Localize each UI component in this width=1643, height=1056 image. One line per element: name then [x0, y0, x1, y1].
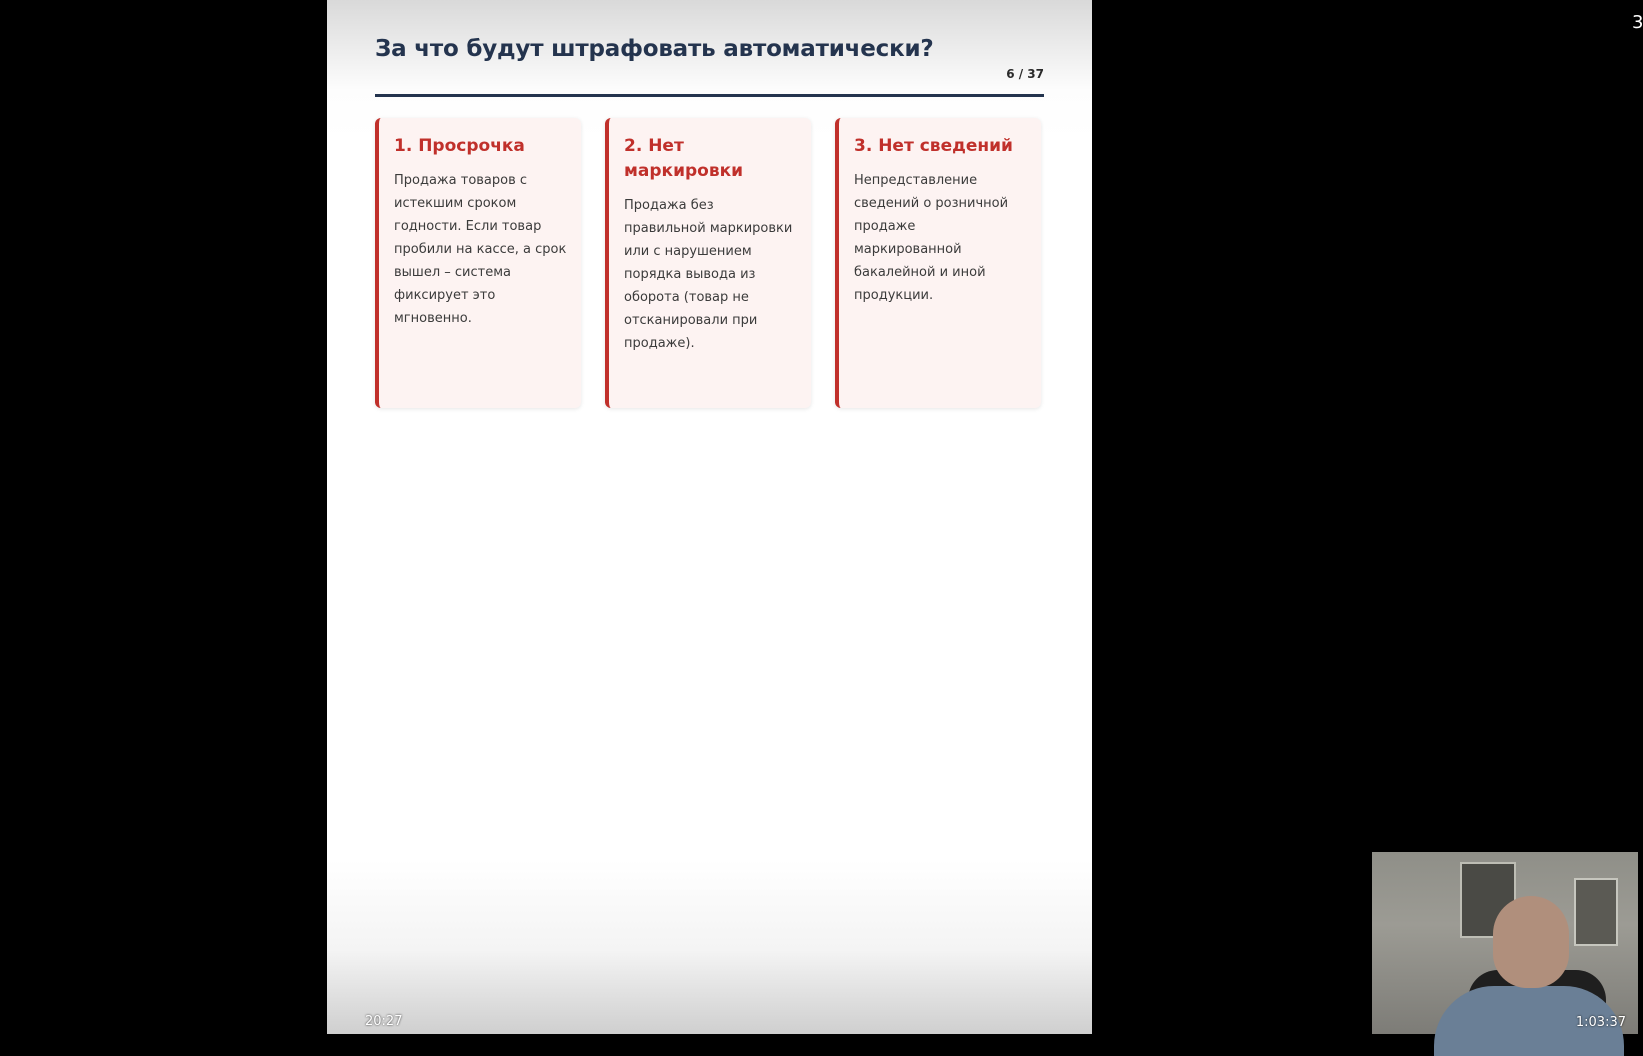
card-no-marking — [605, 118, 811, 408]
page-counter: 6 / 37 — [1006, 67, 1044, 81]
current-time: 20:27 — [365, 1014, 403, 1029]
edge-glyph: 3 — [1632, 12, 1643, 33]
card-overdue — [375, 118, 581, 408]
card-title: 2. Нет маркировки — [624, 136, 744, 181]
card-title: 1. Просрочка — [394, 136, 525, 156]
presenter-head-image — [1493, 896, 1569, 988]
total-time: 1:03:37 — [1575, 1015, 1626, 1030]
slide-title: За что будут штрафовать автоматически? — [375, 36, 934, 62]
presentation-slide — [327, 0, 1092, 1034]
card-text: Продажа без правильной маркировки или с нарушением порядка вывода из оборота (товар не отсканировали при продаже). — [624, 198, 793, 351]
cards-row — [375, 118, 1044, 408]
webcam-overlay — [1372, 852, 1638, 1034]
card-no-info — [835, 118, 1041, 408]
card-text: Непредставление сведений о розничной продаже маркированной бакалейной и иной продукции. — [854, 173, 1009, 303]
card-title: 3. Нет сведений — [854, 136, 1013, 156]
title-divider — [375, 94, 1044, 97]
wall-frame-image — [1574, 878, 1618, 946]
card-text: Продажа товаров с истекшим сроком годности. Если товар пробили на кассе, а срок вышел – система фиксирует это мгновенно. — [394, 173, 567, 326]
